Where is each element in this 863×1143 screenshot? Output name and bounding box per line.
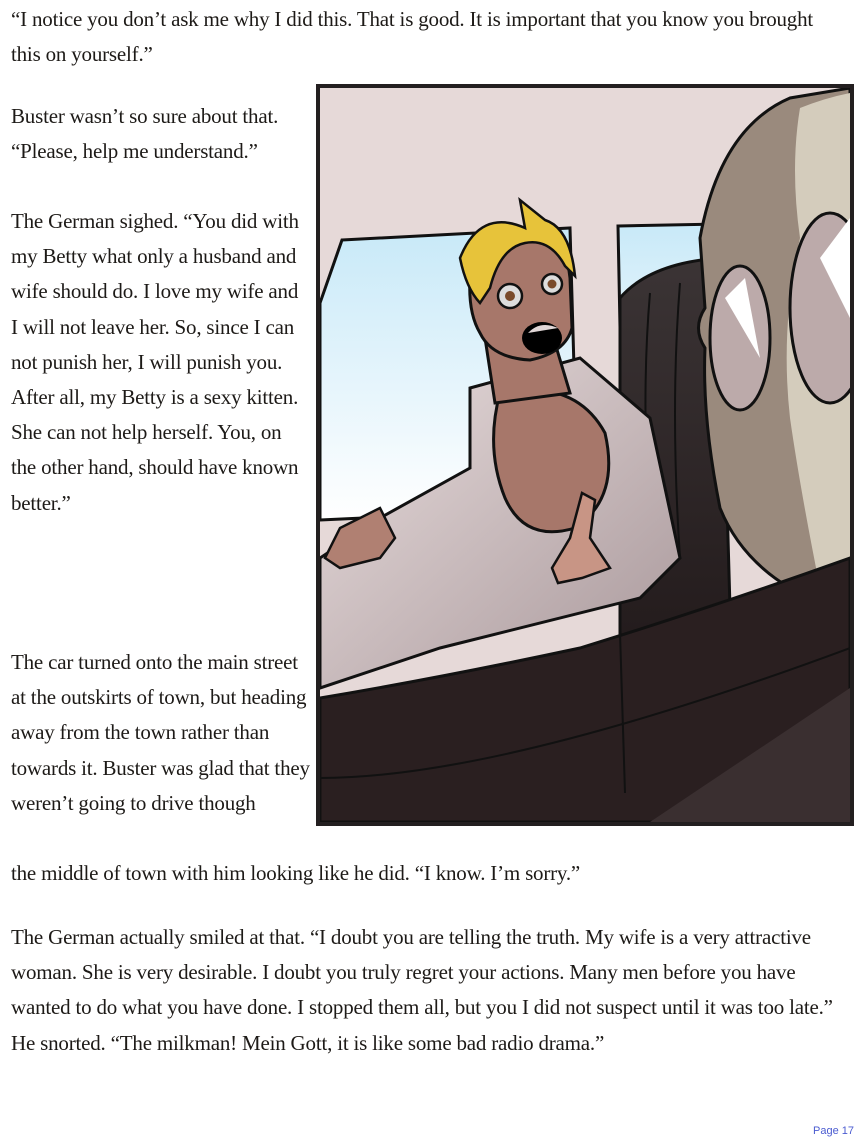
paragraph: The German actually smiled at that. “I doubt you are telling the truth. My wife is a very attractive woman. She is very desirable. I doubt you truly regret your actions. Many men before you have wanted to do what you have done. I stopped them all, but you I did not suspect until it was too late.” He snorted. “The milkman! Mein Gott, it is like some bad radio drama.” (11, 925, 833, 1055)
paragraph: “I notice you don’t ask me why I did this. That is good. It is important that you know you brought this on yourself.” (11, 7, 814, 67)
paragraph: The German sighed. “You did with my Betty what only a husband and wife should do. I love my wife and I will not leave her. So, since I can not punish her, I will punish you. After all, my Betty is a sexy kitten. She can not help herself. You, on the other hand, should have known better.” (11, 209, 299, 515)
page-number: Page 17 (813, 1125, 854, 1137)
comic-illustration (316, 84, 854, 826)
paragraph-continuation: the middle of town with him looking like he did. “I know. I’m sorry.” (11, 861, 581, 885)
paragraph: The car turned onto the main street at the outskirts of town, but heading away from the town rather than towards it. Buster was glad that they weren’t going to drive though (11, 650, 310, 815)
illustration-art (320, 88, 850, 822)
paragraph: Buster wasn’t so sure about that. “Please, help me understand.” (11, 104, 279, 164)
